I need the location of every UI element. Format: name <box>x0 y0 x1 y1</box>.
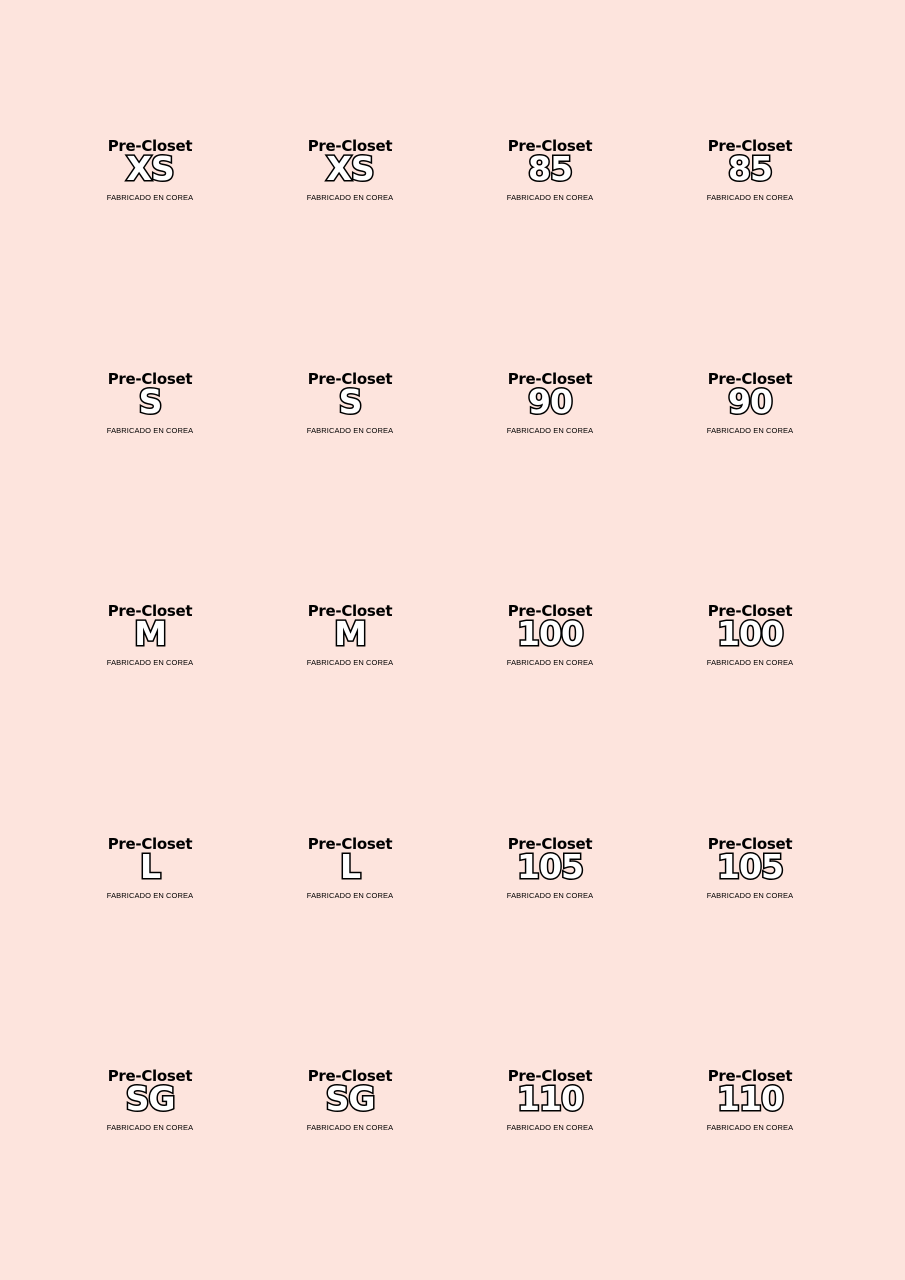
brand-name: Pre-Closet <box>307 1067 393 1085</box>
size-label <box>270 602 430 686</box>
brand-name: Pre-Closet <box>507 370 593 388</box>
size-label <box>670 602 830 686</box>
size-label <box>270 1067 430 1151</box>
size-label <box>70 835 230 919</box>
size-label <box>270 137 430 221</box>
origin-text: FABRICADO EN COREA <box>706 426 794 435</box>
brand-name: Pre-Closet <box>507 137 593 155</box>
brand-name: Pre-Closet <box>307 137 393 155</box>
size-code: L <box>139 847 161 886</box>
size-label <box>270 370 430 454</box>
brand-name: Pre-Closet <box>107 602 193 620</box>
origin-text: FABRICADO EN COREA <box>306 891 394 900</box>
size-code: 100 <box>717 614 783 653</box>
brand-name: Pre-Closet <box>107 835 193 853</box>
brand-name: Pre-Closet <box>507 1067 593 1085</box>
brand-name: Pre-Closet <box>507 835 593 853</box>
size-code: XS <box>326 149 374 188</box>
origin-text: FABRICADO EN COREA <box>306 193 394 202</box>
origin-text: FABRICADO EN COREA <box>506 1123 594 1132</box>
size-label <box>470 602 630 686</box>
size-label <box>470 370 630 454</box>
size-label <box>70 137 230 221</box>
size-code: M <box>334 614 366 653</box>
size-code: XS <box>126 149 174 188</box>
size-code: 105 <box>717 847 783 886</box>
brand-name: Pre-Closet <box>107 370 193 388</box>
origin-text: FABRICADO EN COREA <box>306 658 394 667</box>
size-label <box>70 1067 230 1151</box>
size-label <box>470 1067 630 1151</box>
size-label <box>470 835 630 919</box>
size-label <box>70 602 230 686</box>
size-label <box>670 835 830 919</box>
origin-text: FABRICADO EN COREA <box>106 658 194 667</box>
brand-name: Pre-Closet <box>707 370 793 388</box>
brand-name: Pre-Closet <box>107 1067 193 1085</box>
size-code: S <box>338 382 362 421</box>
origin-text: FABRICADO EN COREA <box>106 193 194 202</box>
origin-text: FABRICADO EN COREA <box>706 193 794 202</box>
size-label <box>670 137 830 221</box>
origin-text: FABRICADO EN COREA <box>506 426 594 435</box>
size-label <box>270 835 430 919</box>
size-code: SG <box>325 1079 375 1118</box>
brand-name: Pre-Closet <box>307 602 393 620</box>
size-code: 100 <box>517 614 583 653</box>
brand-name: Pre-Closet <box>707 137 793 155</box>
size-label <box>70 370 230 454</box>
size-code: 85 <box>728 149 772 188</box>
origin-text: FABRICADO EN COREA <box>506 658 594 667</box>
origin-text: FABRICADO EN COREA <box>506 193 594 202</box>
brand-name: Pre-Closet <box>707 602 793 620</box>
size-code: 90 <box>528 382 572 421</box>
brand-name: Pre-Closet <box>507 602 593 620</box>
origin-text: FABRICADO EN COREA <box>706 658 794 667</box>
origin-text: FABRICADO EN COREA <box>306 1123 394 1132</box>
size-label <box>670 1067 830 1151</box>
origin-text: FABRICADO EN COREA <box>106 891 194 900</box>
origin-text: FABRICADO EN COREA <box>106 426 194 435</box>
brand-name: Pre-Closet <box>707 835 793 853</box>
origin-text: FABRICADO EN COREA <box>306 426 394 435</box>
origin-text: FABRICADO EN COREA <box>706 891 794 900</box>
size-code: 90 <box>728 382 772 421</box>
size-label <box>670 370 830 454</box>
brand-name: Pre-Closet <box>307 835 393 853</box>
size-code: 110 <box>517 1079 583 1118</box>
origin-text: FABRICADO EN COREA <box>106 1123 194 1132</box>
size-code: L <box>339 847 361 886</box>
brand-name: Pre-Closet <box>107 137 193 155</box>
size-code: SG <box>125 1079 175 1118</box>
brand-name: Pre-Closet <box>707 1067 793 1085</box>
size-label <box>470 137 630 221</box>
origin-text: FABRICADO EN COREA <box>506 891 594 900</box>
brand-name: Pre-Closet <box>307 370 393 388</box>
origin-text: FABRICADO EN COREA <box>706 1123 794 1132</box>
size-code: 105 <box>517 847 583 886</box>
size-code: M <box>134 614 166 653</box>
size-code: 110 <box>717 1079 783 1118</box>
size-code: S <box>138 382 162 421</box>
size-code: 85 <box>528 149 572 188</box>
